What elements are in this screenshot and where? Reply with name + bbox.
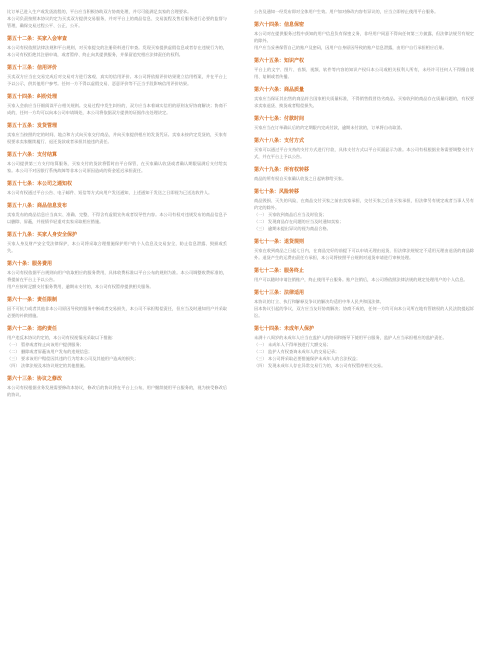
article-heading: 第五十五条：发货管理 bbox=[7, 123, 58, 129]
list-item-number: （一） bbox=[254, 342, 267, 347]
article-section bbox=[254, 289, 474, 319]
article-section bbox=[254, 325, 474, 369]
article-heading: 第七十三条：法律适用 bbox=[254, 290, 305, 296]
article-section bbox=[7, 296, 227, 319]
article-paragraph: 买家可以通过平台支持的支付方式进行付款，具体支付方式以平台页面显示为准。本公司有权根据业务需要调整支付方式，并在平台上予以公告。 bbox=[254, 147, 474, 159]
list-item-text: 未成年人不得单独进行大额交易； bbox=[268, 342, 331, 347]
article-paragraph: 比订单已进入生产或发货流程的，平台应当积极协助双方协商处理，并尽可能满足卖家的合理要求。 bbox=[7, 9, 192, 14]
article-paragraph: 卖家发布的商品信息应当真实、准确、完整，不得含有虚假宣传或者误导性内容。本公司有权对违规发布的商品信息予以删除、屏蔽，并视情节轻重对卖家采取相应措施。 bbox=[7, 212, 227, 224]
list-item-text: 要求该用户赔偿因其违约行为给本公司及其他用户造成的损失； bbox=[21, 356, 139, 361]
article-heading: 第七十四条：未成年人保护 bbox=[254, 326, 315, 332]
article-paragraph: 用户违反本协议约定的，本公司有权视情况采取以下措施： bbox=[7, 335, 116, 340]
article-paragraph: 卖家应当按照约定的时间、地点和方式向买家交付商品，并向买家提供相应的发货凭证。卖家未按约定发货的，买家有权要求卖家继续履行、退还货款或者承担其他违约责任。 bbox=[7, 132, 227, 144]
article-paragraph: 用户应当妥善保管自己的账户及密码，因用户自身原因导致的账户信息泄露，由用户自行承担相应后果。 bbox=[254, 45, 447, 50]
list-item bbox=[7, 362, 227, 369]
article-paragraph: 因本协议引起的争议，双方应当友好协商解决；协商不成的，任何一方均可向本公司所在地有管辖权的人民法院提起诉讼。 bbox=[254, 306, 474, 318]
article-paragraph: 买家在收到商品之日起七日内，在商品完好的前提下可以申请无理由退货，但法律法规规定不适用无理由退货的商品除外。退货产生的运费由责任方承担，本公司将按照平台规则对退货申请进行审核处理。 bbox=[254, 248, 474, 260]
left-column bbox=[7, 8, 227, 404]
list-item-number: （二） bbox=[254, 219, 267, 224]
article-section bbox=[254, 8, 474, 15]
list-item-text: 逾期未提出异议的视为商品合格。 bbox=[268, 226, 331, 231]
article-paragraph: 未满十八周岁的未成年人应当在监护人的陪同和指导下使用平台服务，监护人应当承担相应的监护责任。 bbox=[254, 335, 447, 340]
article-paragraph: 本公司提供第三方支付结算服务，买家支付的货款将暂时由平台保管，在买家确认收货或者确认期限届满后支付给卖家。本公司不对因银行系统故障等非本公司原因造成的资金延迟承担责任。 bbox=[7, 161, 227, 173]
list-item bbox=[254, 341, 474, 348]
list-item-number: （四） bbox=[254, 363, 267, 368]
article-heading: 第六十四条：信息保密 bbox=[254, 22, 305, 28]
list-item bbox=[254, 211, 474, 218]
article-section bbox=[254, 86, 474, 109]
article-heading: 第六十二条：违约责任 bbox=[7, 326, 58, 332]
article-paragraph: 本协议的订立、执行和解释及争议的解决均适用中华人民共和国法律。 bbox=[254, 299, 384, 304]
article-section bbox=[7, 151, 227, 174]
list-item bbox=[254, 225, 474, 232]
article-paragraph: 本公司有权依照法律法规和平台规则，对买家提交的注册资料进行审查。发现买家提供虚假信息或者存在违规行为的，本公司有权拒绝其注册申请，或者暂停、终止向其提供服务，并保留追究相应法律责任的权利。 bbox=[7, 45, 227, 57]
article-section bbox=[7, 231, 227, 254]
article-section bbox=[7, 325, 227, 369]
article-section bbox=[7, 122, 227, 145]
article-heading: 第六十五条：知识产权 bbox=[254, 58, 305, 64]
list-item-text: 发现商品存在问题的应当及时通知卖家； bbox=[268, 219, 344, 224]
list-item-number: （一） bbox=[254, 212, 267, 217]
article-section bbox=[254, 137, 474, 160]
list-item-text: 监护人有权查询未成年人的交易记录； bbox=[268, 349, 340, 354]
article-heading: 第七十二条：服务终止 bbox=[254, 268, 305, 274]
article-heading: 第六十六条：商品质量 bbox=[254, 87, 305, 93]
article-section bbox=[7, 260, 227, 290]
article-paragraph: 卖家应当保证其出售的商品符合国家相关质量标准，不得销售假冒伪劣商品。买家收到的商品存在质量问题的，有权要求卖家退货、换货或者赔偿损失。 bbox=[254, 96, 474, 108]
article-section bbox=[254, 115, 474, 131]
article-paragraph: 平台上的文字、图片、音频、视频、软件等内容的知识产权归本公司或相关权利人所有，未经许可任何人不得擅自使用、复制或者传播。 bbox=[254, 67, 474, 79]
article-heading: 第六十一条：责任限制 bbox=[7, 297, 58, 303]
article-paragraph: 因不可抗力或者其他非本公司原因导致的服务中断或者交易损失，本公司不承担赔偿责任，但应当及时通知用户并采取必要的补救措施。 bbox=[7, 306, 227, 318]
article-section bbox=[254, 57, 474, 80]
article-paragraph: 本公司对在提供服务过程中获知的用户信息负有保密义务，非经用户同意不得向任何第三方披露，但法律法规另有规定的除外。 bbox=[254, 31, 474, 43]
article-heading: 第五十八条：商品信息发布 bbox=[7, 203, 68, 209]
article-paragraph: 买家入会前应当仔细阅读平台相关规则。交易过程中发生纠纷的，双方应当本着诚实信用的原则友好协商解决；协商不成的，任何一方均可以向本公司申请调处，本公司将依据双方提供的证据作出处理决定。 bbox=[7, 103, 227, 115]
article-heading: 第五十七条：本公司之通知权 bbox=[7, 181, 73, 187]
article-heading: 第六十九条：所有权转移 bbox=[254, 167, 310, 173]
article-section bbox=[7, 375, 227, 398]
article-paragraph: 买家人身及财产安全受法律保护，本公司将采取合理措施保护用户的个人信息及交易安全，防止信息泄露、毁损或丢失。 bbox=[7, 241, 227, 253]
list-item bbox=[254, 355, 474, 362]
article-heading: 第六十八条：支付方式 bbox=[254, 138, 305, 144]
list-item-number: （三） bbox=[254, 226, 267, 231]
article-heading: 第七十条：风险转移 bbox=[254, 189, 300, 195]
article-heading: 第五十二条：买家入会审查 bbox=[7, 36, 68, 42]
list-item-text: 删除或者屏蔽该用户发布的违规信息； bbox=[21, 349, 93, 354]
list-item-number: （二） bbox=[7, 349, 20, 354]
list-item bbox=[7, 348, 227, 355]
list-item bbox=[7, 341, 227, 348]
article-heading: 第五十九条：买家人身安全保护 bbox=[7, 232, 78, 238]
article-heading: 第六十七条：付款时间 bbox=[254, 116, 305, 122]
article-section bbox=[254, 267, 474, 283]
list-item-text: 本公司将采取必要措施保护未成年人的合法权益； bbox=[268, 356, 361, 361]
article-paragraph: 本公司负责按照本协议约定为买卖双方提供交易服务，并对平台上的商品信息、交易流程及售后服务进行必要的监督与管理，确保交易过程公平、公正、公开。 bbox=[7, 16, 227, 28]
article-paragraph: 公告及通知一经发布即对全体用户生效。用户如对修改内容有异议的，应当立即停止使用平台服务。 bbox=[254, 9, 439, 14]
article-section bbox=[7, 180, 227, 196]
article-section bbox=[254, 166, 474, 182]
list-item-number: （三） bbox=[7, 356, 20, 361]
list-item-text: 发现未成年人存在异常交易行为的，本公司有权暂停相关交易。 bbox=[268, 363, 386, 368]
article-paragraph: 买家应当在订单确认后的约定期限内完成付款，逾期未付款的，订单将自动取消。 bbox=[254, 125, 405, 130]
list-item-number: （一） bbox=[7, 342, 20, 347]
article-paragraph: 商品毁损、灭失的风险，在商品交付买家之前由卖家承担，交付买家之后由买家承担，但法律另有规定或者当事人另有约定的除外。 bbox=[254, 198, 474, 210]
article-heading: 第七十一条：退货规则 bbox=[254, 239, 305, 245]
article-paragraph: 本公司有权依据平台规则向用户收取相应的服务费用，具体收费标准以平台公布的规则为准。本公司调整收费标准的，将提前在平台上予以公告。 bbox=[7, 270, 227, 282]
article-paragraph: 买卖双方应当在交易完成后对交易对方进行客观、真实的信用评价。本公司将依据评价结果建立信用档案，并在平台上予以公示，供其他用户参考。任何一方不得以虚假交易、恶意评价等不正当手段影响信用评价结果。 bbox=[7, 74, 227, 86]
article-paragraph: 用户可以随时申请注销账户，终止使用平台服务。账户注销后，本公司将依照法律法规的规定处理用户的个人信息。 bbox=[254, 277, 468, 282]
list-item-text: 暂停或者终止向该用户提供服务； bbox=[21, 342, 84, 347]
article-heading: 第五十六条：支付结算 bbox=[7, 152, 58, 158]
article-section bbox=[7, 8, 227, 29]
list-item-text: 买家收到商品后应当及时验货； bbox=[268, 212, 327, 217]
article-paragraph: 商品的所有权自买家确认收货之日起转移给买家。 bbox=[254, 176, 347, 181]
list-item bbox=[7, 355, 227, 362]
list-item-number: （四） bbox=[7, 363, 20, 368]
article-section bbox=[254, 238, 474, 261]
article-section bbox=[7, 64, 227, 87]
list-item-number: （三） bbox=[254, 356, 267, 361]
article-section bbox=[7, 35, 227, 58]
list-item bbox=[254, 218, 474, 225]
list-item bbox=[254, 348, 474, 355]
article-heading: 第五十四条：纠纷处理 bbox=[7, 94, 58, 100]
article-section bbox=[7, 202, 227, 225]
list-item bbox=[254, 362, 474, 369]
article-heading: 第五十三条：信用评价 bbox=[7, 65, 58, 71]
article-section bbox=[254, 188, 474, 232]
list-item-number: （二） bbox=[254, 349, 267, 354]
article-paragraph: 用户应按时足额支付服务费用，逾期未支付的，本公司有权暂停提供相关服务。 bbox=[7, 284, 154, 289]
article-paragraph: 本公司有权根据业务发展需要修改本协议，修改后的协议将在平台上公布，用户继续使用平台服务的，视为接受修改后的协议。 bbox=[7, 385, 227, 397]
article-section bbox=[254, 21, 474, 51]
article-heading: 第六十三条：协议之修改 bbox=[7, 376, 63, 382]
article-paragraph: 本公司有权通过平台公告、电子邮件、短信等方式向用户发送通知，上述通知于发送之日即视为已送达收件人。 bbox=[7, 190, 213, 195]
article-section bbox=[7, 93, 227, 116]
list-item-text: 法律法规及本协议规定的其他措施。 bbox=[21, 363, 89, 368]
article-heading: 第六十条：服务费用 bbox=[7, 261, 53, 267]
right-column bbox=[254, 8, 474, 375]
